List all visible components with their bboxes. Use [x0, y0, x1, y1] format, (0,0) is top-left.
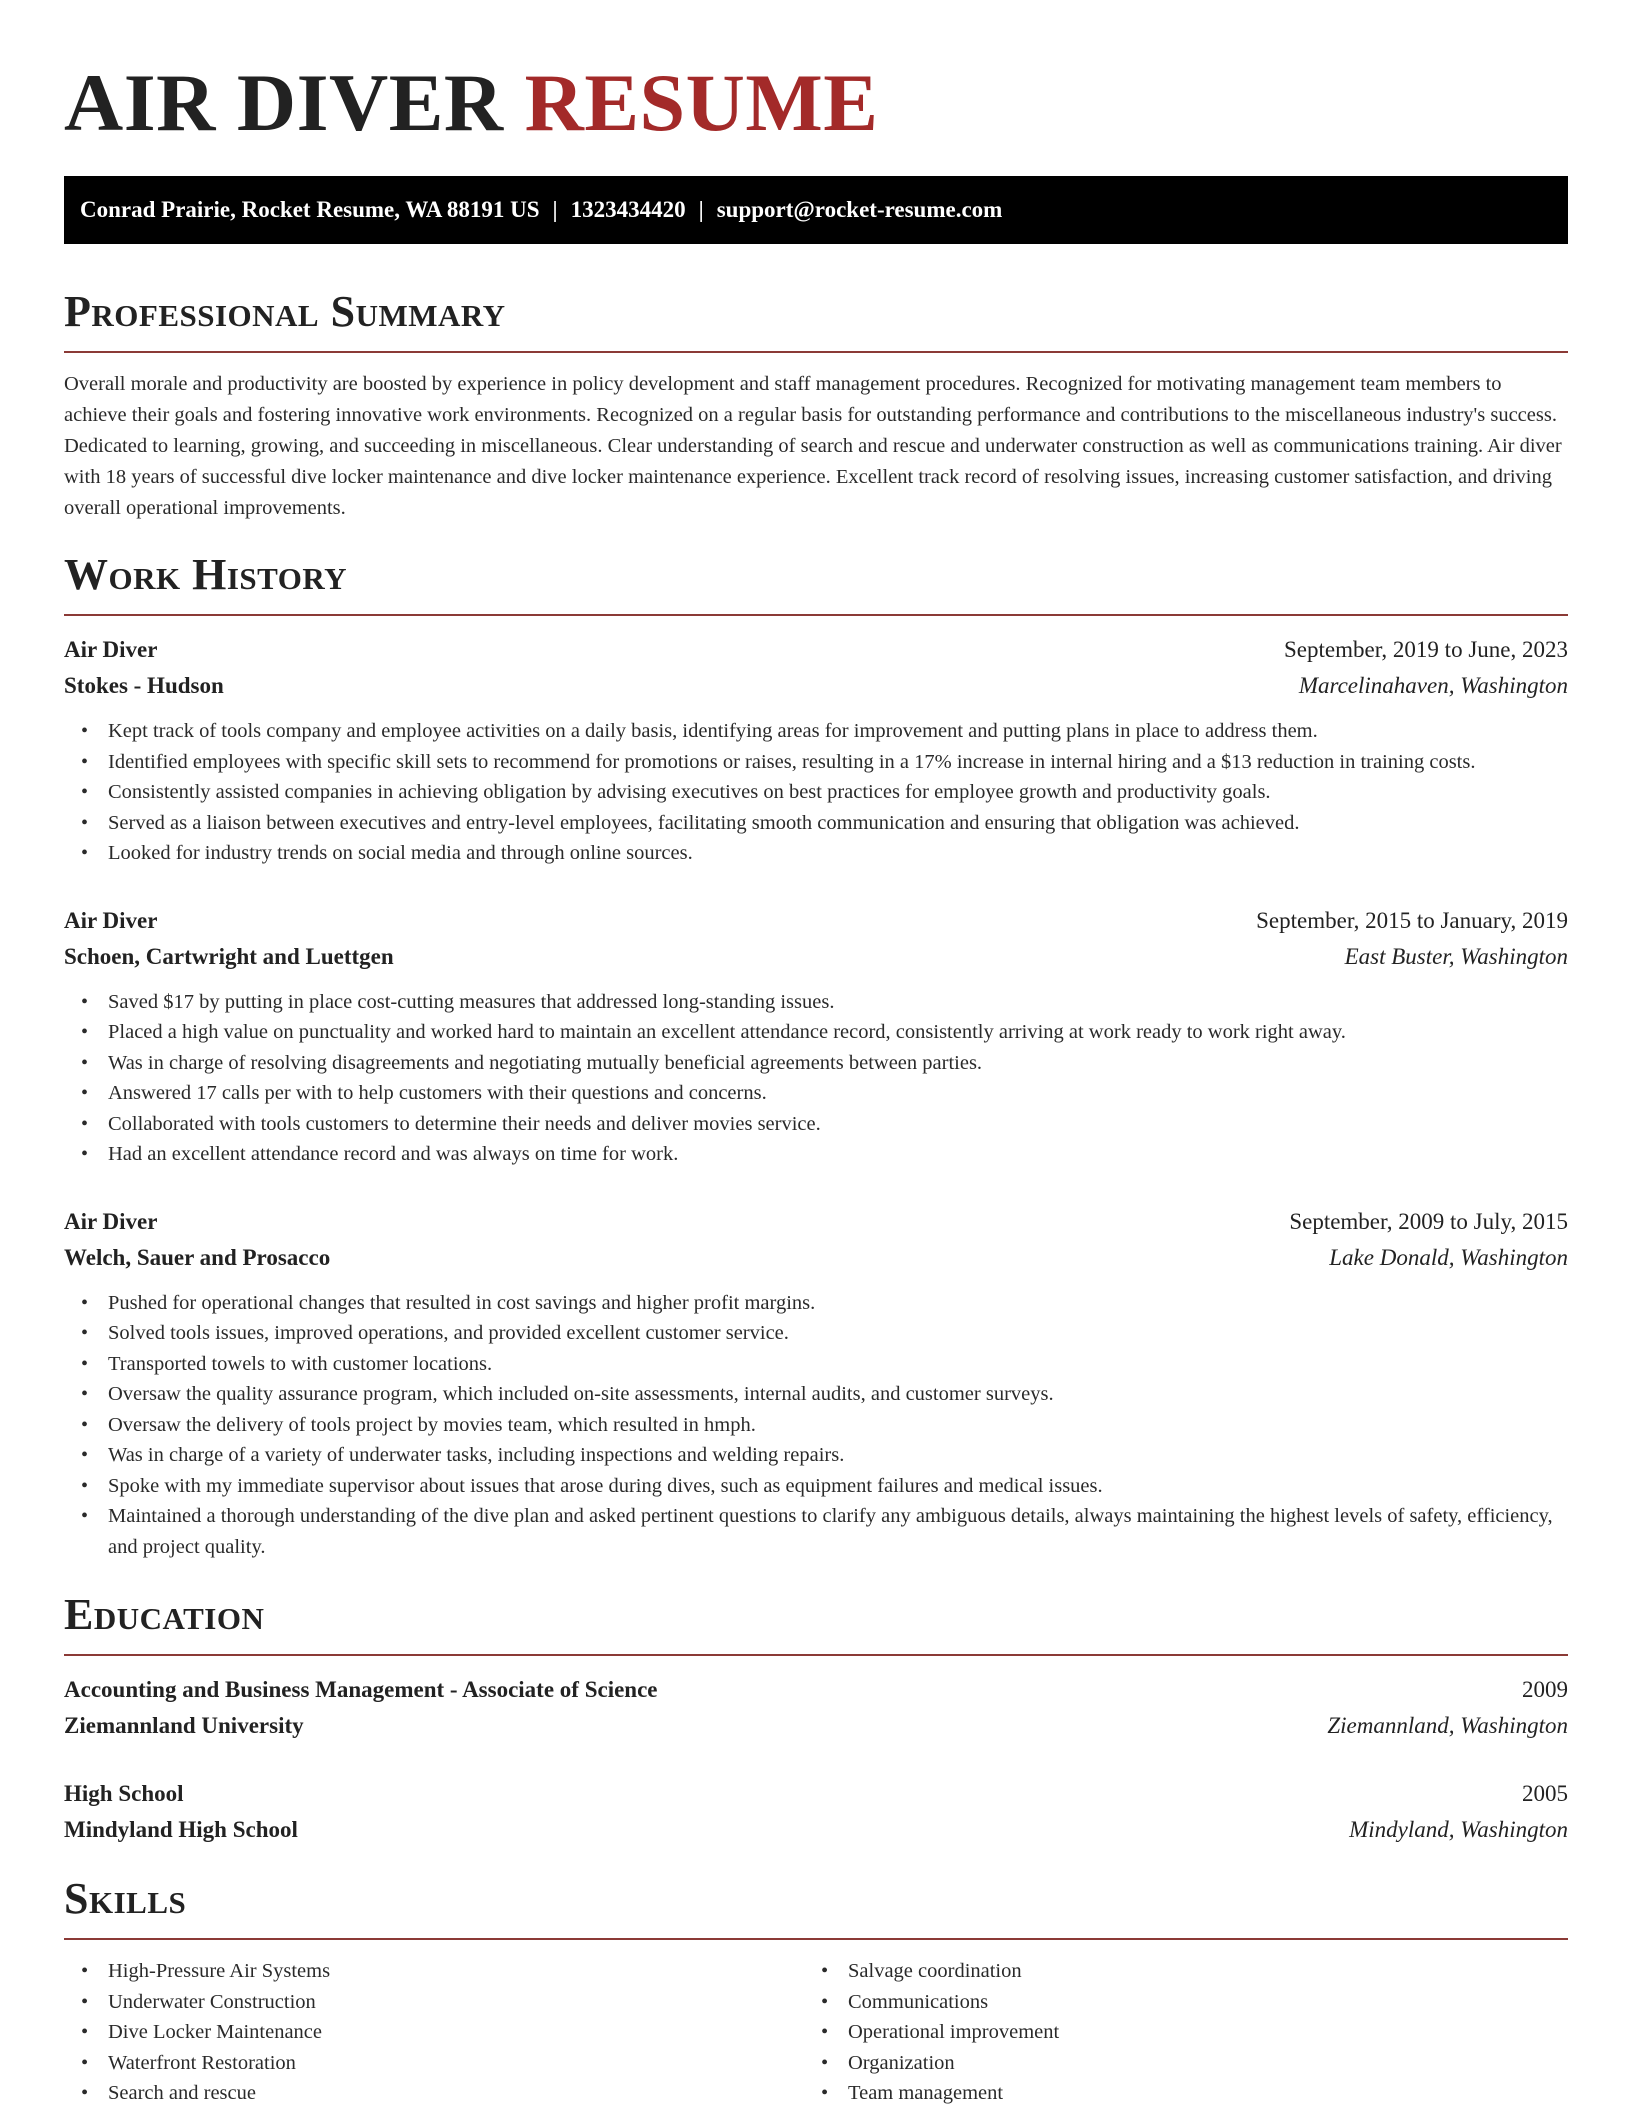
job-header-row [64, 632, 1568, 668]
section-heading-education: Education [64, 1590, 265, 1639]
education-section [64, 1590, 1568, 1848]
education-school-row [64, 1708, 1568, 1744]
job-location: Lake Donald, Washington [1329, 1244, 1568, 1270]
section-heading-work: Work History [64, 550, 348, 599]
job-bullets [64, 987, 1568, 1170]
resume-title [64, 58, 1568, 148]
list-item: • Identified employees with specific skill sets to recommend for promotions or raises, resulting in a 17% increase in internal hiring and a $13 reduction in training costs. [81, 750, 1476, 773]
job-company-row [64, 939, 1568, 975]
work-section [64, 550, 1568, 1562]
job-location: East Buster, Washington [1344, 943, 1568, 969]
job-bullets [64, 1288, 1568, 1563]
list-item: • Communications [821, 1990, 989, 2013]
list-item: • High-Pressure Air Systems [81, 1960, 331, 1982]
section-divider [64, 1938, 1568, 1940]
title-accent: RESUME [524, 57, 879, 148]
education-school: Ziemannland University [64, 1713, 304, 1738]
education-degree: High School [64, 1781, 184, 1806]
list-item: • Was in charge of a variety of underwater tasks, including inspections and welding repairs. [81, 1444, 845, 1466]
job-company: Schoen, Cartwright and Luettgen [64, 943, 394, 969]
job-company-row [64, 668, 1568, 704]
job-header-row [64, 1204, 1568, 1240]
job-bullets [64, 716, 1568, 869]
summary-text: Overall morale and productivity are boosted by experience in policy development and staff management procedures. Recognized for motivating management team members to achieve their goals and fostering innovative work environments. Recognized on a regular basis for outstanding performance and contributions to the miscellaneous industry's success. Dedicated to learning, growing, and succeeding in miscellaneous. Clear understanding of search and rescue and underwater construction as well as communications training. Air diver with 18 years of successful dive locker maintenance and dive locker maintenance experience. Excellent track record of resolving issues, increasing customer satisfaction, and driving overall operational improvements. [64, 373, 1562, 519]
section-heading-summary: Professional Summary [64, 287, 506, 336]
skills-list-left [64, 1956, 804, 2109]
list-item: • Looked for industry trends on social media and through online sources. [81, 842, 693, 864]
education-school-row [64, 1812, 1568, 1848]
education-degree-row [64, 1672, 1568, 1708]
list-item: • Waterfront Restoration [81, 2051, 296, 2074]
contact-bar [64, 176, 1568, 244]
list-item: • Team management [821, 2082, 1004, 2104]
list-item: • Consistently assisted companies in achieving obligation by advising executives on best practices for employee growth and productivity goals. [81, 781, 1271, 803]
section-heading-skills: Skills [64, 1874, 187, 1923]
list-item: • Kept track of tools company and employee activities on a daily basis, identifying areas for improvement and putting plans in place to address them. [81, 720, 1318, 742]
contact-separator: | [552, 197, 558, 222]
list-item: • Answered 17 calls per with to help customers with their questions and concerns. [81, 1082, 767, 1104]
job-company-row [64, 1240, 1568, 1276]
job-company: Stokes - Hudson [64, 673, 224, 698]
contact-phone: 1323434420 [570, 197, 686, 222]
job-title: Air Diver [64, 1208, 158, 1234]
list-item: • Maintained a thorough understanding of the dive plan and asked pertinent questions to clarify any ambiguous details, always maintaining the highest levels of safety, efficiency, and project quality. [81, 1505, 1553, 1558]
education-location: Mindyland, Washington [1349, 1817, 1568, 1842]
education-entry [64, 1672, 1568, 1744]
list-item: • Salvage coordination [821, 1960, 1022, 1982]
education-school: Mindyland High School [64, 1817, 298, 1842]
job-title: Air Diver [64, 907, 158, 933]
section-divider [64, 614, 1568, 616]
contact-email[interactable]: support@rocket-resume.com [716, 197, 1003, 222]
list-item: • Underwater Construction [81, 1990, 316, 2013]
list-item: • Oversaw the delivery of tools project by movies team, which resulted in hmph. [81, 1413, 756, 1436]
list-item: • Search and rescue [81, 2082, 256, 2104]
education-degree: Accounting and Business Management - Associate of Science [64, 1677, 658, 1702]
list-item: • Organization [821, 2051, 955, 2074]
list-item: • Served as a liaison between executives and entry-level employees, facilitating smooth communication and ensuring that obligation was achieved. [81, 811, 1300, 834]
education-year: 2005 [1522, 1781, 1568, 1806]
list-item: • Was in charge of resolving disagreements and negotiating mutually beneficial agreements between parties. [81, 1051, 983, 1074]
list-item: • Had an excellent attendance record and was always on time for work. [81, 1143, 679, 1165]
contact-address: Conrad Prairie, Rocket Resume, WA 88191 US [80, 197, 540, 222]
list-item: • Oversaw the quality assurance program, which included on-site assessments, internal audits, and customer surveys. [81, 1383, 1054, 1405]
education-degree-row [64, 1776, 1568, 1812]
list-item: • Transported towels to with customer locations. [81, 1352, 493, 1375]
job-header-row [64, 903, 1568, 939]
job-title: Air Diver [64, 637, 158, 662]
job-entry [64, 903, 1568, 1170]
resume-page [64, 0, 1568, 2109]
education-year: 2009 [1522, 1677, 1568, 1702]
job-entry [64, 632, 1568, 869]
job-location: Marcelinahaven, Washington [1298, 673, 1568, 698]
skills-section [64, 1874, 1568, 2109]
summary-section [64, 287, 1568, 524]
education-location: Ziemannland, Washington [1327, 1713, 1568, 1738]
section-divider [64, 1654, 1568, 1656]
list-item: • Saved $17 by putting in place cost-cutting measures that addressed long-standing issues. [81, 990, 835, 1013]
job-entry [64, 1204, 1568, 1563]
job-dates: September, 2015 to January, 2019 [1256, 907, 1568, 933]
list-item: • Pushed for operational changes that resulted in cost savings and higher profit margins. [81, 1291, 816, 1314]
job-dates: September, 2019 to June, 2023 [1284, 637, 1568, 662]
title-main: AIR DIVER [64, 57, 504, 148]
job-company: Welch, Sauer and Prosacco [64, 1244, 331, 1270]
skills-list-right [804, 1956, 1544, 2109]
list-item: • Spoke with my immediate supervisor about issues that arose during dives, such as equipment failures and medical issues. [81, 1474, 1103, 1497]
list-item: • Placed a high value on punctuality and worked hard to maintain an excellent attendance record, consistently arriving at work ready to work right away. [81, 1021, 1346, 1043]
education-entry [64, 1776, 1568, 1848]
job-dates: September, 2009 to July, 2015 [1289, 1208, 1568, 1234]
list-item: • Dive Locker Maintenance [81, 2021, 323, 2043]
list-item: • Solved tools issues, improved operations, and provided excellent customer service. [81, 1322, 789, 1344]
list-item: • Collaborated with tools customers to determine their needs and deliver movies service. [81, 1112, 821, 1135]
skills-columns [64, 1956, 1568, 2109]
list-item: • Operational improvement [821, 2021, 1060, 2043]
contact-separator: | [698, 197, 704, 222]
section-divider [64, 351, 1568, 353]
